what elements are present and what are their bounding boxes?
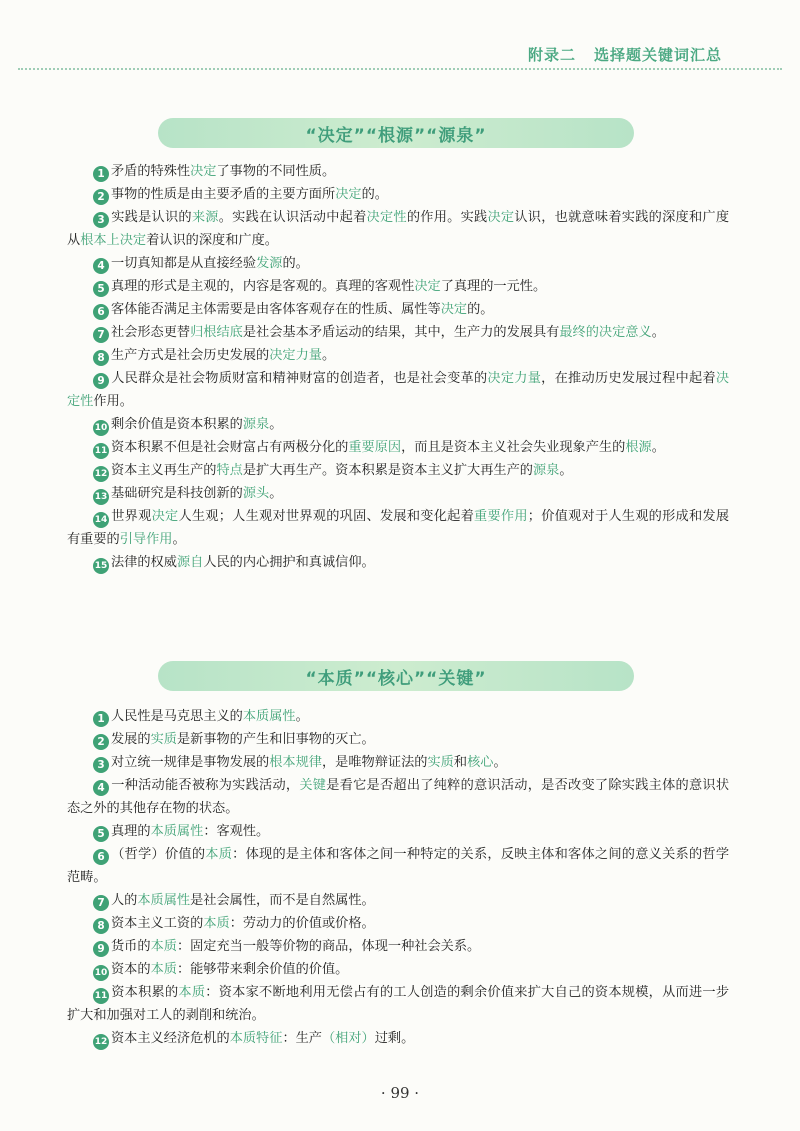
- item-text: （哲学）价值的: [111, 847, 206, 862]
- item-text: 和: [453, 755, 468, 770]
- item-text: 资本主义经济危机的: [111, 1031, 230, 1046]
- list-item: [67, 183, 729, 206]
- list-item: [67, 505, 729, 551]
- item-text: 着认识的深度和广度。: [146, 233, 278, 248]
- item-text: 资本积累不但是社会财富占有两极分化的: [111, 440, 349, 455]
- item-text: 作用。: [93, 394, 133, 409]
- keyword-highlight: 决定: [414, 279, 441, 294]
- keyword-highlight: 本质属性: [137, 893, 191, 908]
- item-text: 。: [322, 348, 336, 363]
- appendix-label: 附录二: [527, 46, 576, 64]
- item-number-badge: 4: [93, 258, 109, 274]
- list-item: [67, 935, 729, 958]
- item-text: ，而且是资本主义社会失业现象产生的: [401, 440, 626, 455]
- item-text: 人民群众是社会物质财富和精神财富的创造者，也是社会变革的: [111, 371, 488, 386]
- item-number-badge: 9: [93, 941, 109, 957]
- item-text: 人的: [111, 893, 138, 908]
- item-number-badge: 10: [93, 420, 109, 436]
- header-divider: [18, 68, 782, 70]
- item-text: ，在推动历史发展过程中起着: [541, 371, 716, 386]
- item-number-badge: 5: [93, 281, 109, 297]
- item-text: 的作用。实践: [406, 210, 488, 225]
- list-item: [67, 275, 729, 298]
- list-item: [67, 889, 729, 912]
- item-text: 事物的性质是由主要矛盾的主要方面所: [111, 187, 336, 202]
- list-item: [67, 820, 729, 843]
- appendix-title: 选择题关键词汇总: [593, 46, 722, 64]
- list-item: [67, 206, 729, 252]
- keyword-highlight: 发源: [256, 256, 283, 271]
- item-text: 资本的: [111, 962, 151, 977]
- item-text: ，是唯物辩证法的: [322, 755, 428, 770]
- keyword-highlight: 特点: [216, 463, 243, 478]
- keyword-highlight: 重要作用: [474, 509, 528, 524]
- keyword-highlight: 源泉: [533, 463, 560, 478]
- keyword-highlight: （相对）: [322, 1031, 375, 1046]
- item-text: 人民的内心拥护和真诚信仰。: [203, 555, 375, 570]
- item-text: 。: [559, 463, 573, 478]
- item-text: ：能够带来剩余价值的价值。: [176, 962, 349, 977]
- item-text: ：固定充当一般等价物的商品，体现一种社会关系。: [176, 939, 481, 954]
- keyword-highlight: 决定: [487, 210, 515, 225]
- list-item: [67, 958, 729, 981]
- item-text: 法律的权威: [111, 555, 177, 570]
- item-number-badge: 6: [93, 304, 109, 320]
- item-text: 了事物的不同性质。: [216, 164, 336, 179]
- keyword-highlight: 归根结底: [190, 325, 243, 340]
- list-item: [67, 751, 729, 774]
- item-number-badge: 8: [93, 918, 109, 934]
- keyword-highlight: 决定性: [67, 371, 730, 409]
- item-text: 认识，也就意味着实践的深度和广度从: [67, 210, 730, 248]
- item-list-decision: [67, 160, 729, 574]
- list-item: [67, 436, 729, 459]
- item-text: 人生观；人生观对世界观的巩固、发展和变化起着: [178, 509, 475, 524]
- keyword-highlight: 核心: [467, 755, 494, 770]
- item-text: 。: [172, 532, 186, 547]
- item-text: 是社会基本矛盾运动的结果，其中，生产力的发展具有: [242, 325, 560, 340]
- item-number-badge: 6: [93, 849, 109, 865]
- list-item: [67, 459, 729, 482]
- item-number-badge: 13: [93, 489, 109, 505]
- section-title: “决定”“根源”“源泉”: [305, 125, 487, 146]
- item-list-essence: [67, 705, 729, 1050]
- item-text: 基础研究是科技创新的: [111, 486, 243, 501]
- item-text: ：体现的是主体和客体之间一种特定的关系，反映主体和客体之间的意义关系的哲学范畴。: [67, 847, 730, 885]
- item-text: 是社会属性，而不是自然属性。: [190, 893, 375, 908]
- item-text: 剩余价值是资本积累的: [111, 417, 243, 432]
- keyword-highlight: 决定: [190, 164, 217, 179]
- item-text: 。: [269, 417, 283, 432]
- item-text: 一种活动能否被称为实践活动，: [111, 778, 300, 793]
- item-number-badge: 12: [93, 1034, 109, 1050]
- list-item: [67, 298, 729, 321]
- keyword-highlight: 决定: [151, 509, 179, 524]
- item-text: 过剩。: [374, 1031, 415, 1046]
- item-text: ：资本家不断地利用无偿占有的工人创造的剩余价值来扩大自己的资本规模，从而进一步扩大和加强对工人的剥削和统治。: [67, 985, 730, 1023]
- list-item: [67, 728, 729, 751]
- item-number-badge: 2: [93, 189, 109, 205]
- keyword-highlight: 本质属性: [242, 709, 296, 724]
- section-title: “本质”“核心”“关键”: [305, 668, 487, 689]
- keyword-highlight: 来源: [191, 210, 219, 225]
- list-item: [67, 912, 729, 935]
- item-text: 资本主义工资的: [111, 916, 204, 931]
- list-item: [67, 482, 729, 505]
- list-item: [67, 705, 729, 728]
- item-number-badge: 8: [93, 350, 109, 366]
- keyword-highlight: 本质: [150, 939, 177, 954]
- keyword-highlight: 决定性: [366, 210, 407, 225]
- item-text: 的。: [282, 256, 309, 271]
- item-text: 客体能否满足主体需要是由客体客观存在的性质、属性等: [111, 302, 441, 317]
- item-text: 社会形态更替: [111, 325, 191, 340]
- keyword-highlight: 本质特征: [229, 1031, 283, 1046]
- keyword-highlight: 决定力量: [269, 348, 322, 363]
- item-number-badge: 15: [93, 558, 109, 574]
- list-item: [67, 413, 729, 436]
- keyword-highlight: 本质属性: [150, 824, 204, 839]
- keyword-highlight: 决定: [335, 187, 362, 202]
- keyword-highlight: 实质: [150, 732, 177, 747]
- keyword-highlight: 重要原因: [348, 440, 402, 455]
- item-number-badge: 9: [93, 373, 109, 389]
- section-banner-essence: [158, 661, 634, 691]
- keyword-highlight: 实质: [427, 755, 454, 770]
- item-text: 是新事物的产生和旧事物的灭亡。: [176, 732, 375, 747]
- item-text: 。: [269, 486, 283, 501]
- item-text: ；价值观对于人生观的形成和发展有重要的: [67, 509, 730, 547]
- item-text: 生产方式是社会历史发展的: [111, 348, 270, 363]
- item-text: 。: [295, 709, 309, 724]
- item-text: 真理的形式是主观的，内容是客观的。真理的客观性: [111, 279, 415, 294]
- item-text: 的。: [467, 302, 494, 317]
- list-item: [67, 981, 729, 1027]
- item-text: 。: [651, 325, 665, 340]
- item-text: 实践是认识的: [111, 210, 192, 225]
- list-item: [67, 344, 729, 367]
- list-item: [67, 160, 729, 183]
- item-text: 货币的: [111, 939, 151, 954]
- list-item: [67, 321, 729, 344]
- item-text: 了真理的一元性。: [440, 279, 547, 294]
- keyword-highlight: 本质: [150, 962, 177, 977]
- item-text: 是看它是否超出了纯粹的意识活动，是否改变了除实践主体的意识状态之外的其他存在物的状态。: [67, 778, 730, 816]
- item-text: 发展的: [111, 732, 151, 747]
- item-number-badge: 4: [93, 780, 109, 796]
- item-text: 是扩大再生产。资本积累是资本主义扩大再生产的: [242, 463, 533, 478]
- item-number-badge: 7: [93, 327, 109, 343]
- keyword-highlight: 根源: [625, 440, 652, 455]
- item-text: 资本主义再生产的: [111, 463, 217, 478]
- item-number-badge: 1: [93, 166, 109, 182]
- keyword-highlight: 本质: [205, 847, 233, 862]
- keyword-highlight: 根本规律: [269, 755, 322, 770]
- item-text: 的。: [361, 187, 388, 202]
- list-item: [67, 551, 729, 574]
- item-text: ：生产: [282, 1031, 322, 1046]
- keyword-highlight: 根本上决定: [80, 233, 147, 248]
- keyword-highlight: 源泉: [242, 417, 270, 432]
- item-number-badge: 11: [93, 443, 109, 459]
- list-item: [67, 774, 729, 820]
- item-text: 世界观: [111, 509, 152, 524]
- keyword-highlight: 本质: [203, 916, 230, 931]
- list-item: [67, 843, 729, 889]
- item-number-badge: 1: [93, 711, 109, 727]
- item-text: 对立统一规律是事物发展的: [111, 755, 270, 770]
- item-text: 人民性是马克思主义的: [111, 709, 243, 724]
- item-number-badge: 10: [93, 965, 109, 981]
- keyword-highlight: 源头: [242, 486, 270, 501]
- item-text: 矛盾的特殊性: [111, 164, 191, 179]
- list-item: [67, 1027, 729, 1050]
- keyword-highlight: 最终的决定意义: [559, 325, 652, 340]
- item-text: 。实践在认识活动中起着: [218, 210, 367, 225]
- keyword-highlight: 本质: [178, 985, 206, 1000]
- keyword-highlight: 决定: [440, 302, 468, 317]
- item-number-badge: 7: [93, 895, 109, 911]
- item-text: 资本积累的: [111, 985, 179, 1000]
- item-text: 。: [651, 440, 665, 455]
- item-text: 。: [493, 755, 507, 770]
- section-banner-decision: [158, 118, 634, 148]
- item-number-badge: 2: [93, 734, 109, 750]
- item-text: 真理的: [111, 824, 151, 839]
- item-number-badge: 3: [93, 757, 109, 773]
- running-title: [528, 44, 722, 65]
- keyword-highlight: 关键: [299, 778, 327, 793]
- item-number-badge: 14: [93, 512, 109, 528]
- keyword-highlight: 源自: [176, 555, 204, 570]
- item-text: 一切真知都是从直接经验: [111, 256, 257, 271]
- item-number-badge: 11: [93, 988, 109, 1004]
- item-number-badge: 12: [93, 466, 109, 482]
- list-item: [67, 367, 729, 413]
- item-text: ：劳动力的价值或价格。: [229, 916, 375, 931]
- item-text: ：客观性。: [203, 824, 270, 839]
- page-header: [0, 0, 800, 72]
- keyword-highlight: 引导作用: [119, 532, 173, 547]
- keyword-highlight: 决定力量: [487, 371, 542, 386]
- list-item: [67, 252, 729, 275]
- item-number-badge: 5: [93, 826, 109, 842]
- page-number: · 99 ·: [380, 1084, 420, 1102]
- item-number-badge: 3: [93, 212, 109, 228]
